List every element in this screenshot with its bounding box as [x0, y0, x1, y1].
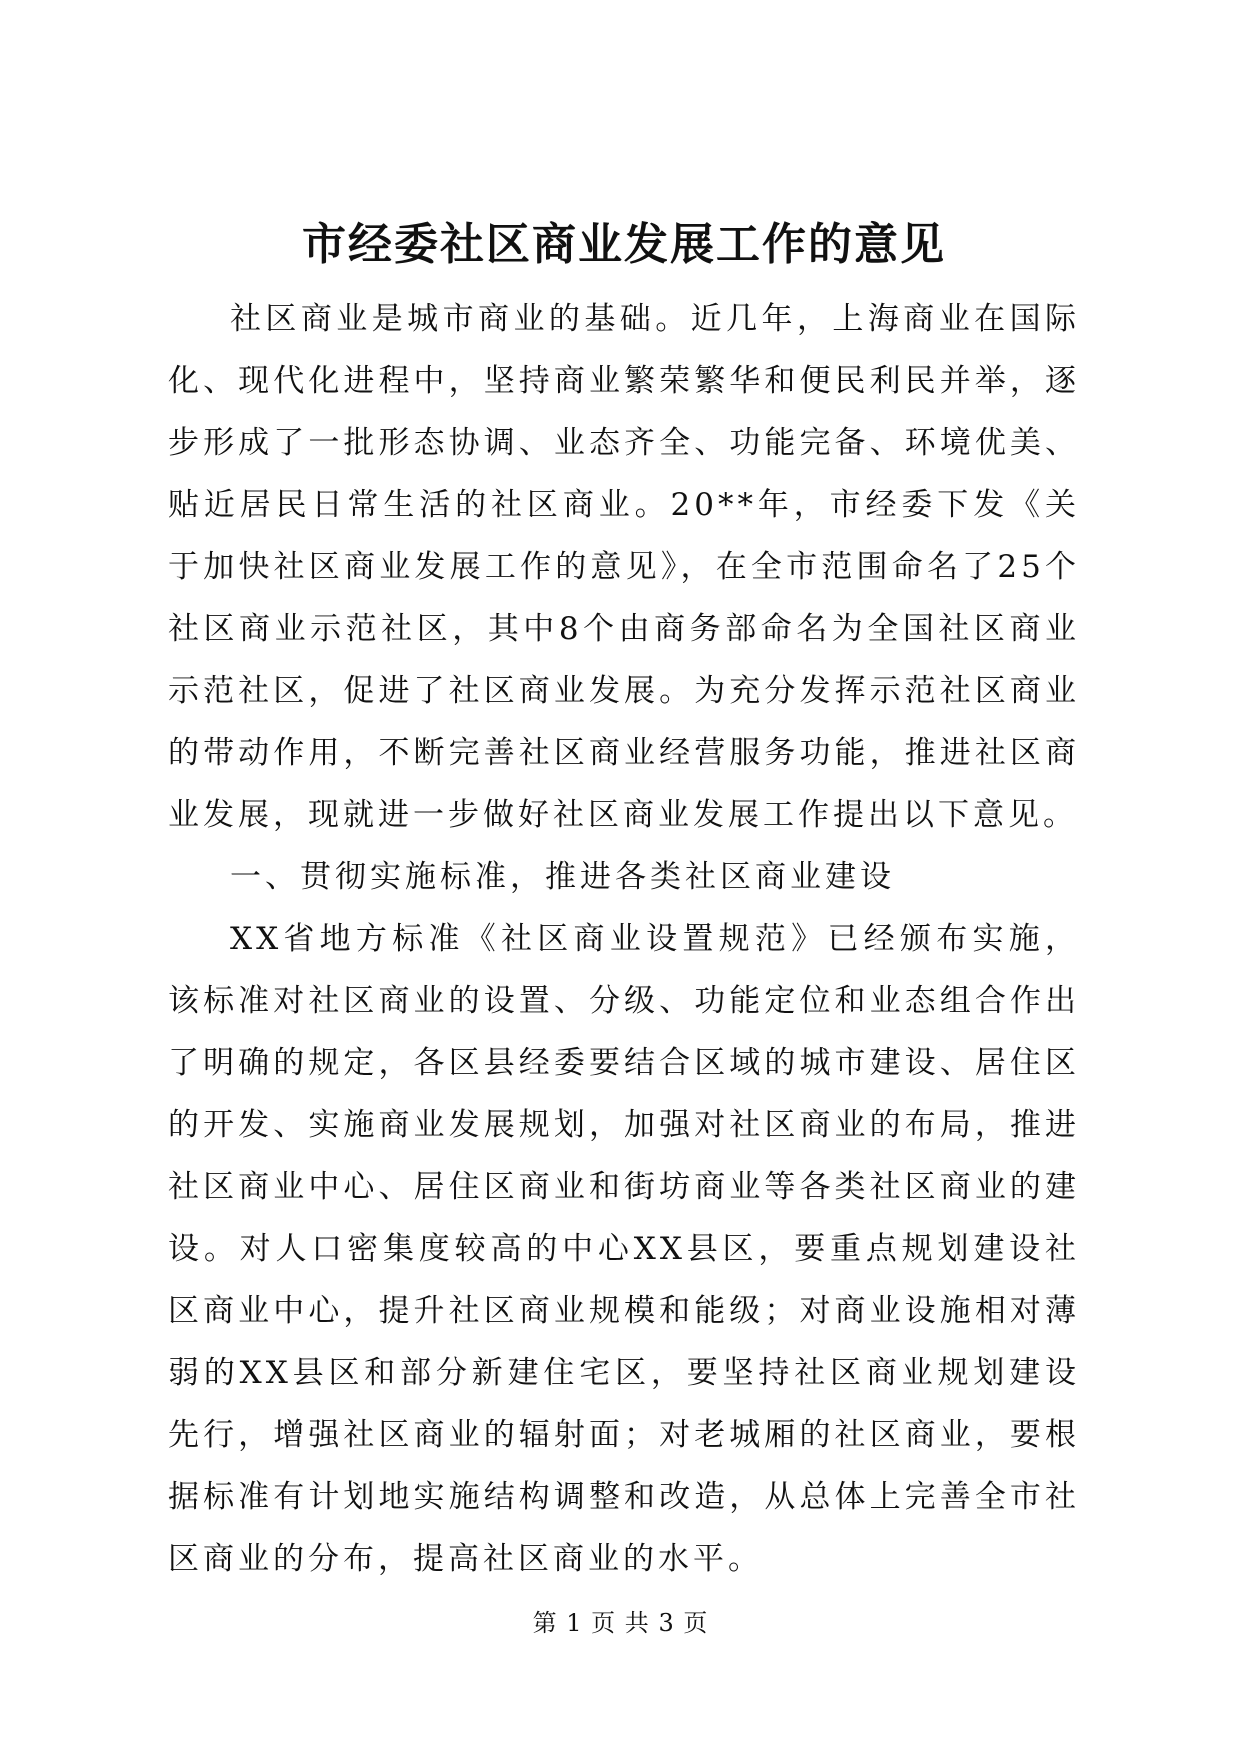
section-heading: 一、贯彻实施标准，推进各类社区商业建设	[230, 859, 895, 895]
document-body	[168, 214, 1080, 1590]
section-paragraph: XX省地方标准《社区商业设置规范》已经颁布实施，该标准对社区商业的设置、分级、功能定位和业态组合作出了明确的规定，各区县经委要结合区域的城市建设、居住区的开发、实施商业发展规划，加强对社区商业的布局，推进社区商业中心、居住区商业和街坊商业等各类社区商业的建设。对人口密集度较高的中心XX县区，要重点规划建设社区商业中心，提升社区商业规模和能级；对商业设施相对薄弱的XX县区和部分新建住宅区，要坚持社区商业规划建设先行，增强社区商业的辐射面；对老城厢的社区商业，要根据标准有计划地实施结构调整和改造，从总体上完善全市社区商业的分布，提高社区商业的水平。	[168, 921, 1080, 1577]
page-number-footer: 第 1 页 共 3 页	[532, 1609, 709, 1637]
document-title: 市经委社区商业发展工作的意见	[302, 219, 946, 270]
intro-paragraph: 社区商业是城市商业的基础。近几年，上海商业在国际化、现代化进程中，坚持商业繁荣繁华和便民利民并举，逐步形成了一批形态协调、业态齐全、功能完备、环境优美、贴近居民日常生活的社区商业。20**年，市经委下发《关于加快社区商业发展工作的意见》，在全市范围命名了25个社区商业示范社区，其中8个由商务部命名为全国社区商业示范社区，促进了社区商业发展。为充分发挥示范社区商业的带动作用，不断完善社区商业经营服务功能，推进社区商业发展，现就进一步做好社区商业发展工作提出以下意见。	[168, 301, 1080, 833]
